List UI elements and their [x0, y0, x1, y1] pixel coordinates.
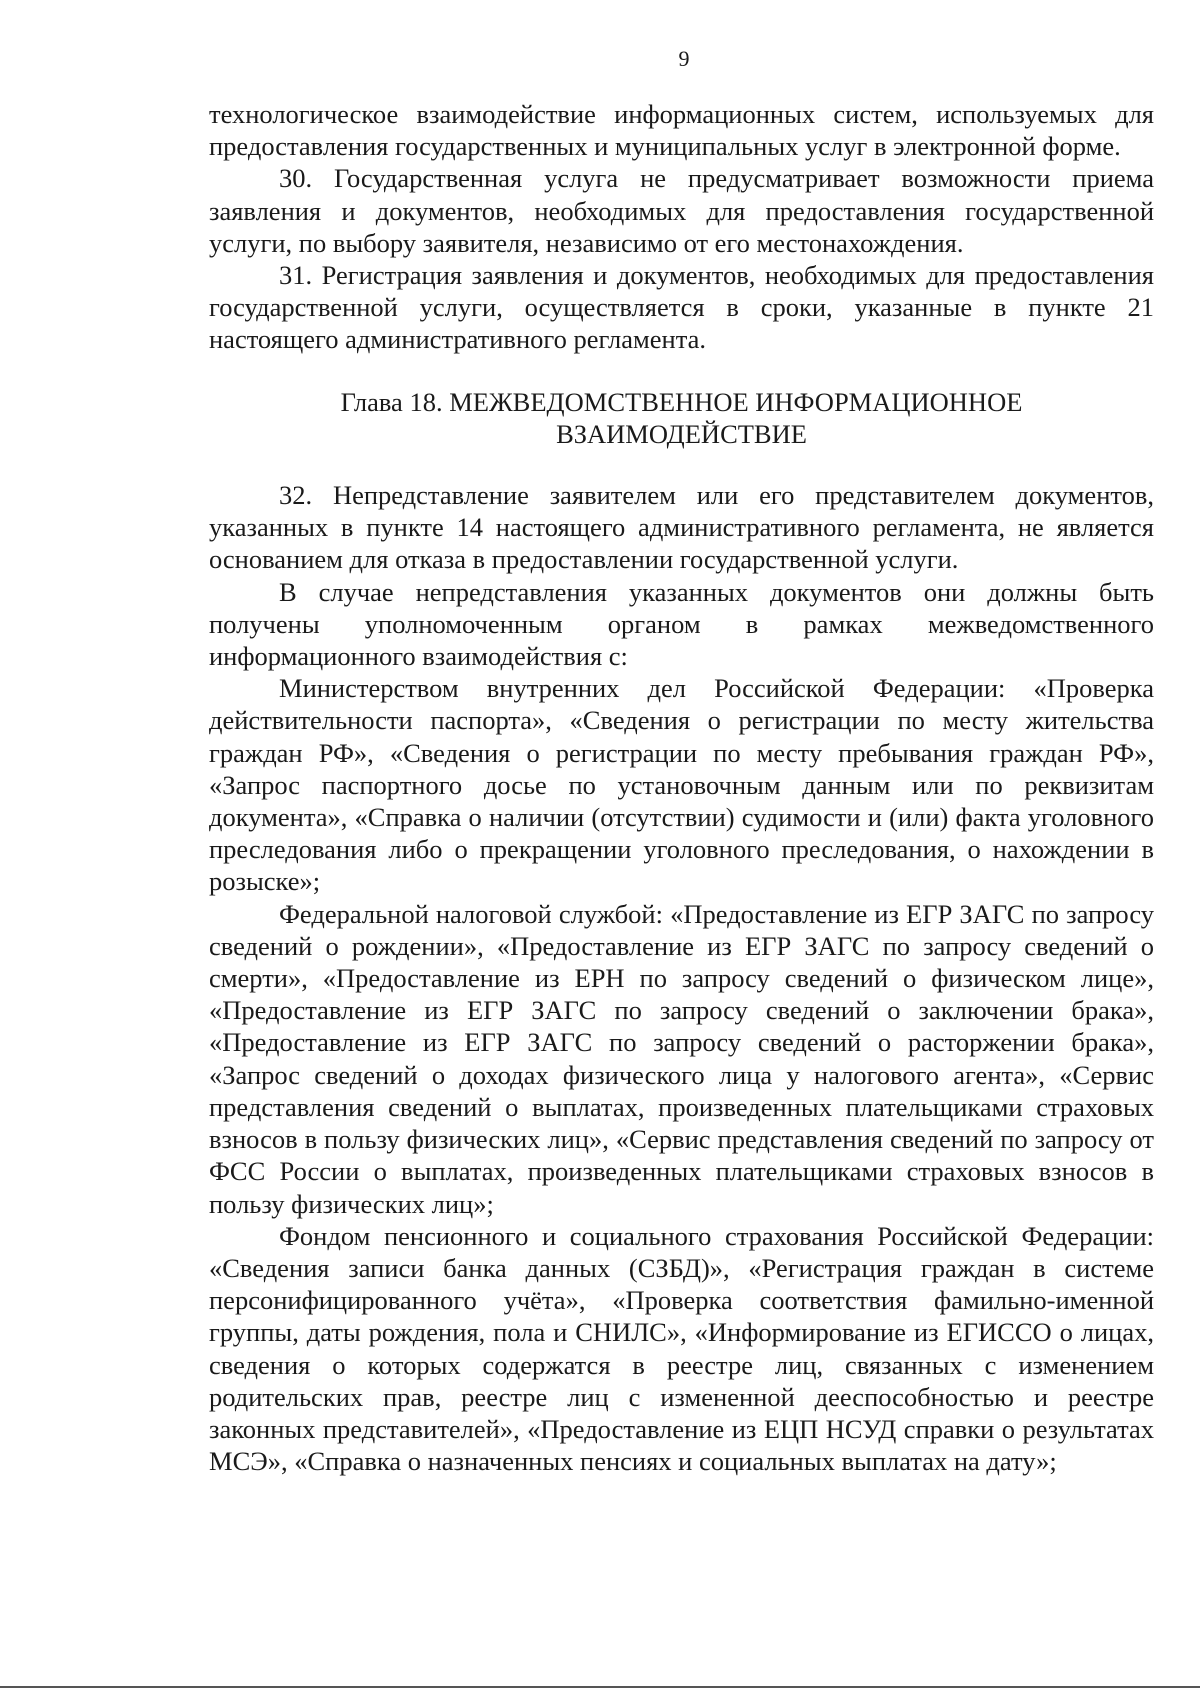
chapter-heading-line-2: ВЗАИМОДЕЙСТВИЕ [556, 418, 807, 449]
paragraph-sfr: Фондом пенсионного и социального страхования Российской Федерации: «Сведения записи банка данных (СЗБД)», «Регистрация граждан в системе персонифицированного учёта», «Проверка соответствия фамильно-именной группы, даты рождения, пола и СНИЛС», «Информирование из ЕГИССО о лицах, сведения о которых содержатся в реестре лиц, связанных с изменением родительских прав, реестре лиц с измененной дееспособностью и реестре законных представителей», «Предоставление из ЕЦП НСУД справки о результатах МСЭ», «Справка о назначенных пенсиях и социальных выплатах на дату»; [209, 1220, 1154, 1477]
paragraph-mvd: Министерством внутренних дел Российской Федерации: «Проверка действительности паспорта», «Сведения о регистрации по месту жительства граждан РФ», «Сведения о регистрации по месту пребывания граждан РФ», «Запрос паспортного досье по установочным данным или по реквизитам документа», «Справка о наличии (отсутствии) судимости и (или) факта уголовного преследования либо о прекращении уголовного преследования, о нахождении в розыске»; [209, 673, 1154, 897]
paragraph-fns: Федеральной налоговой службой: «Предоставление из ЕГР ЗАГС по запросу сведений о рождении», «Предоставление из ЕГР ЗАГС по запросу сведений о смерти», «Предоставление из ЕРН по запросу сведений о физическом лице», «Предоставление из ЕГР ЗАГС по запросу сведений о заключении брака», «Предоставление из ЕГР ЗАГС по запросу сведений о расторжении брака», «Запрос сведений о доходах физического лица у налогового агента», «Сервис представления сведений о выплатах, произведенных плательщиками страховых взносов в пользу физических лиц», «Сервис представления сведений по запросу от ФСС России о выплатах, произведенных плательщиками страховых взносов в пользу физических лиц»; [209, 898, 1154, 1219]
paragraph-32: 32. Непредставление заявителем или его представителем документов, указанных в пункте 14 настоящего административного регламента, не является основанием для отказа в предоставлении государственной услуги. [209, 480, 1154, 575]
paragraph-nonsubmission: В случае непредставления указанных документов они должны быть получены уполномоченным органом в рамках межведомственного информационного взаимодействия с: [209, 576, 1154, 672]
paragraph-continuation: технологическое взаимодействие информационных систем, используемых для предоставления государственных и муниципальных услуг в электронной форме. [209, 99, 1154, 162]
bottom-edge-line [0, 1686, 1200, 1688]
chapter-heading-line-1: Глава 18. МЕЖВЕДОМСТВЕННОЕ ИНФОРМАЦИОННОЕ [340, 386, 1023, 417]
paragraph-30: 30. Государственная услуга не предусматривает возможности приема заявления и документов, необходимых для предоставления государственной услуги, по выбору заявителя, независимо от его местонахождения. [209, 163, 1154, 258]
document-body [209, 98, 1154, 1477]
chapter-heading [209, 386, 1154, 450]
paragraph-31: 31. Регистрация заявления и документов, необходимых для предоставления государственной услуги, осуществляется в сроки, указанные в пункте 21 настоящего административного регламента. [209, 260, 1154, 355]
page-number: 9 [678, 46, 690, 71]
